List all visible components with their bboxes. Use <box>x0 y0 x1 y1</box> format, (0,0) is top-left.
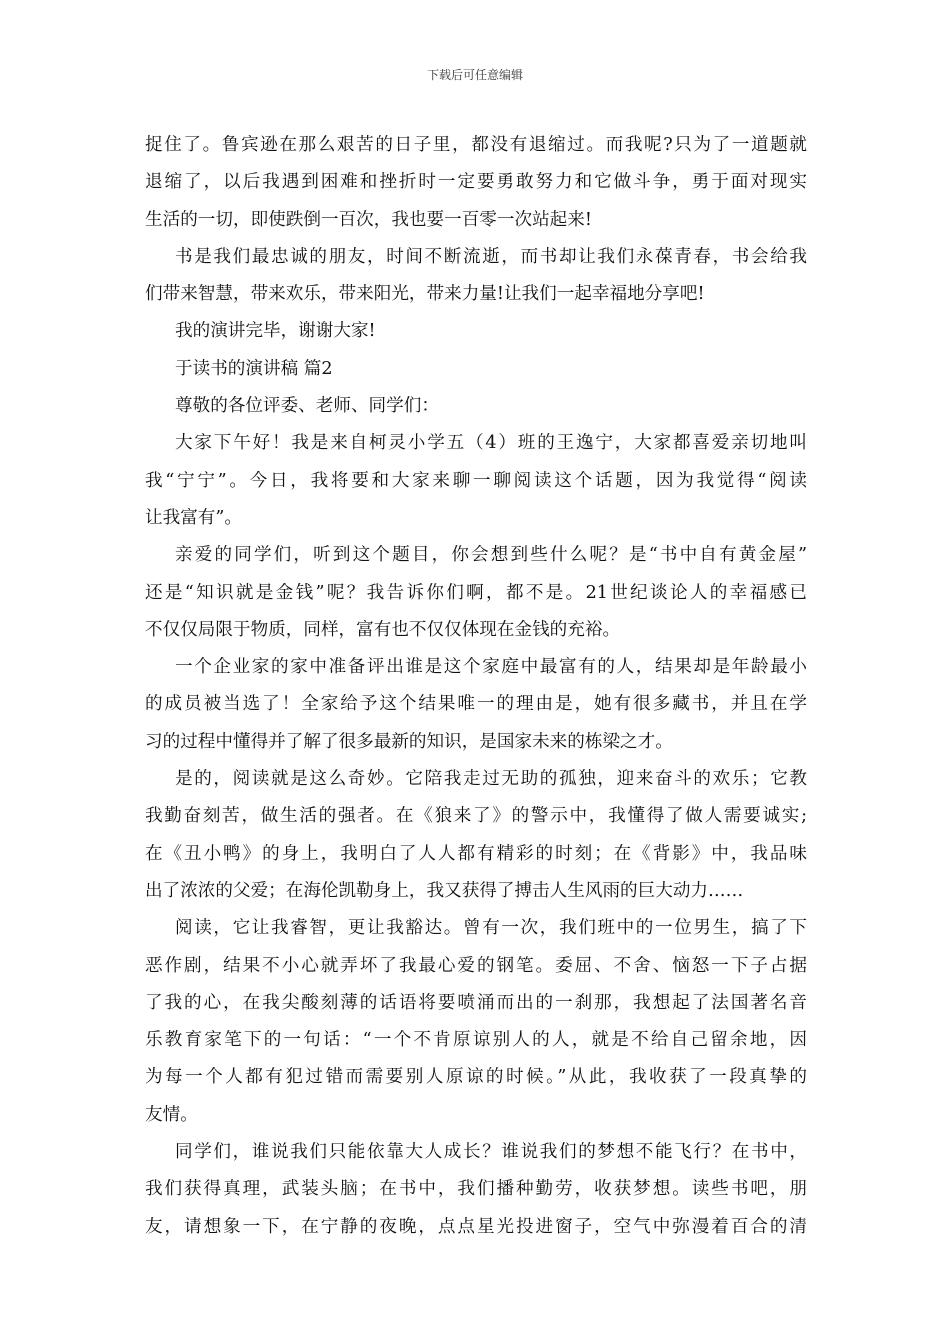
text-line: 不仅仅局限于物质，同样，富有也不仅仅体现在金钱的充裕。 <box>145 619 621 640</box>
text-line: 还是“知识就是金钱”呢？我告诉你们啊，都不是。21世纪谈论人的幸福感已 <box>145 582 807 603</box>
text-line: 我“宁宁”。今日，我将要和大家来聊一聊阅读这个话题，因为我觉得“阅读 <box>145 470 807 491</box>
text-line: 生活的一切，即使跌倒一百次，我也要一百零一次站起来! <box>145 209 592 230</box>
text-line: 我们获得真理，武装头脑；在书中，我们播种勤劳，收获梦想。读些书吧，朋 <box>145 1179 807 1200</box>
text-line: 我勤奋刻苦，做生活的强者。在《狼来了》的警示中，我懂得了做人需要诚实; <box>145 806 807 827</box>
text-line: 尊敬的各位评委、老师、同学们： <box>175 396 439 417</box>
text-line: 乐教育家笔下的一句话：“一个不肯原谅别人的人，就是不给自己留余地，因 <box>145 1030 807 1051</box>
text-line: 是的，阅读就是这么奇妙。它陪我走过无助的孤独，迎来奋斗的欢乐；它教 <box>175 769 807 790</box>
page-header: 下载后可任意编辑 <box>426 68 523 82</box>
text-line: 亲爱的同学们，听到这个题目，你会想到些什么呢？是“书中自有黄金屋” <box>175 545 807 566</box>
text-line: 同学们，谁说我们只能依靠大人成长？谁说我们的梦想不能飞行？在书中， <box>175 1142 807 1163</box>
text-line: 了我的心，在我尖酸刻薄的话语将要喷涌而出的一刹那，我想起了法国著名音 <box>145 992 807 1013</box>
text-line: 出了浓浓的父爱；在海伦凯勒身上，我又获得了搏击人生风雨的巨大动力…… <box>145 880 744 901</box>
text-line: 恶作剧，结果不小心就弄坏了我最心爱的钢笔。委屈、不舍、恼怒一下子占据 <box>145 955 807 976</box>
text-line: 我的演讲完毕，谢谢大家! <box>175 321 376 342</box>
text-line: 在《丑小鸭》的身上，我明白了人人都有精彩的时刻；在《背影》中，我品味 <box>145 843 807 864</box>
text-line: 一个企业家的家中准备评出谁是这个家庭中最富有的人，结果却是年龄最小 <box>175 657 807 678</box>
text-line: 友，请想象一下，在宁静的夜晚，点点星光投进窗子，空气中弥漫着百合的清 <box>145 1216 807 1237</box>
text-line: 大家下午好！我是来自柯灵小学五（4）班的王逸宁，大家都喜爱亲切地叫 <box>175 433 807 454</box>
text-line: 捉住了。鲁宾逊在那么艰苦的日子里，都没有退缩过。而我呢?只为了一道题就 <box>145 135 807 155</box>
text-line: 为每一个人都有犯过错而需要别人原谅的时候。”从此，我收获了一段真挚的 <box>145 1067 807 1088</box>
text-line: 们带来智慧，带来欢乐，带来阳光，带来力量!让我们一起幸福地分享吧! <box>145 284 705 305</box>
text-line: 书是我们最忠诚的朋友，时间不断流逝，而书却让我们永葆青春，书会给我 <box>175 246 807 267</box>
text-line: 习的过程中懂得并了解了很多最新的知识，是国家未来的栋梁之才。 <box>145 731 673 752</box>
text-line: 的成员被当选了！全家给予这个结果唯一的理由是，她有很多藏书，并且在学 <box>145 694 807 715</box>
text-line: 阅读，它让我睿智，更让我豁达。曾有一次，我们班中的一位男生，搞了下 <box>175 918 807 939</box>
document-body <box>145 127 807 1246</box>
text-line: 友情。 <box>145 1104 198 1125</box>
text-line: 于读书的演讲稿 篇2 <box>175 358 333 379</box>
text-line: 退缩了，以后我遇到困难和挫折时一定要勇敢努力和它做斗争，勇于面对现实 <box>145 172 807 193</box>
text-line: 让我富有”。 <box>145 507 242 528</box>
